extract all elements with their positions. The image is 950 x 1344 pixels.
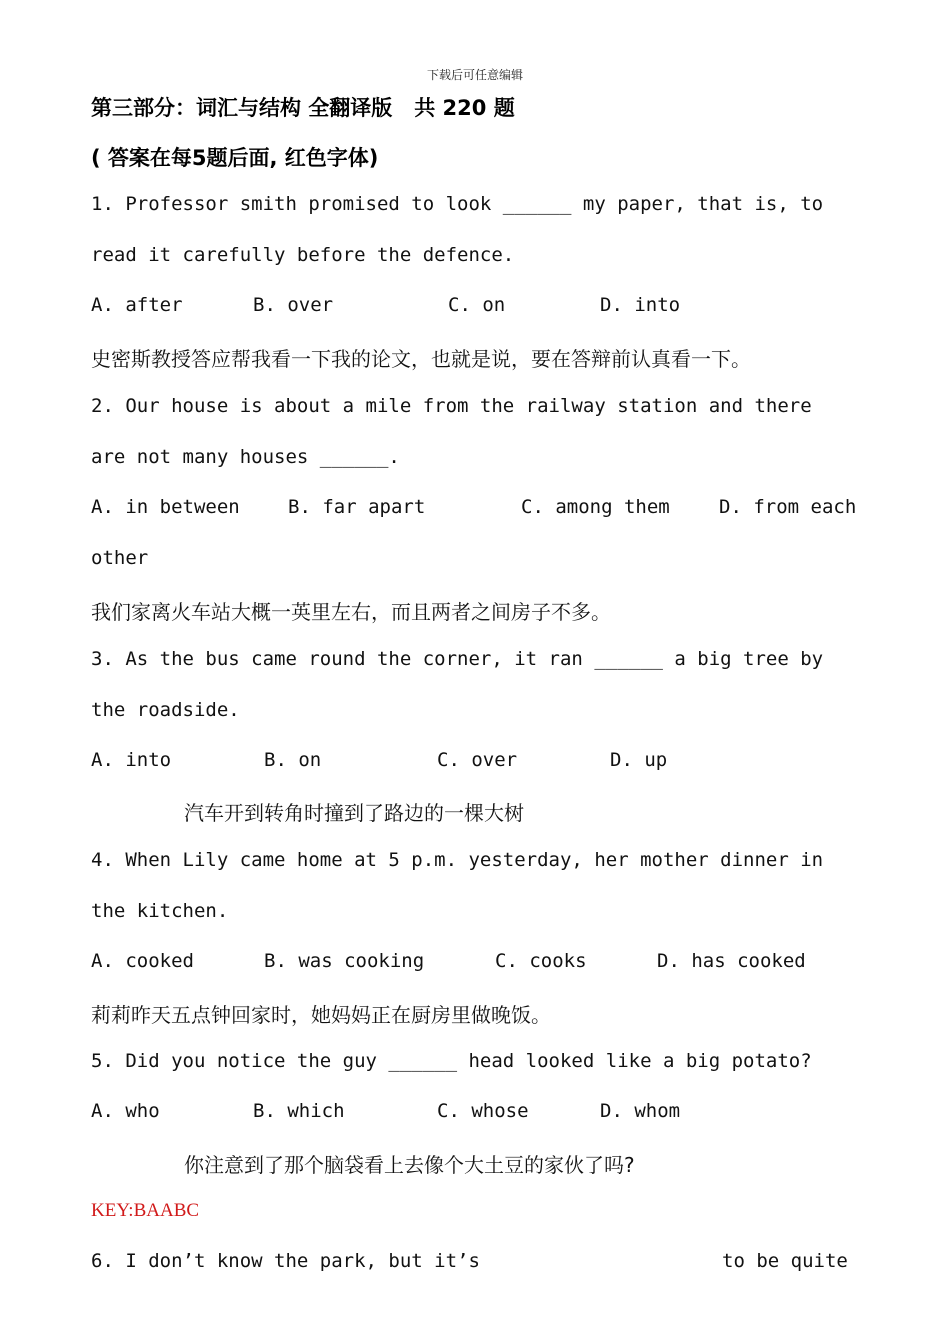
question-1-line-2: read it carefully before the defence.	[91, 244, 515, 266]
question-5-option-d: D. whom	[600, 1100, 681, 1122]
question-5-option-a: A. who	[91, 1100, 160, 1122]
question-2-option-d: D. from each	[719, 496, 857, 518]
question-4-line-1: 4. When Lily came home at 5 p.m. yesterday, her mother dinner in	[91, 849, 824, 871]
question-3-translation: 汽车开到转角时撞到了路边的一棵大树	[184, 801, 524, 825]
section-title: 第三部分：词汇与结构 全翻译版 共 220 题	[91, 96, 515, 120]
question-4-option-c: C. cooks	[495, 950, 587, 972]
question-3-option-c: C. over	[437, 749, 518, 771]
question-2-option-b: B. far apart	[288, 496, 426, 518]
question-6-line-1-start: 6. I don’t know the park, but it’s	[91, 1250, 480, 1272]
question-4-option-d: D. has cooked	[657, 950, 806, 972]
question-2-line-1: 2. Our house is about a mile from the railway station and there	[91, 395, 812, 417]
question-3-line-1: 3. As the bus came round the corner, it ran ______ a big tree by	[91, 648, 824, 670]
question-4-line-2: the kitchen.	[91, 900, 229, 922]
question-2-option-a: A. in between	[91, 496, 240, 518]
question-1-translation: 史密斯教授答应帮我看一下我的论文，也就是说，要在答辩前认真看一下。	[91, 347, 751, 371]
question-4-option-b: B. was cooking	[264, 950, 425, 972]
question-3-option-d: D. up	[610, 749, 668, 771]
question-3-option-a: A. into	[91, 749, 172, 771]
question-1-option-a: A. after	[91, 294, 183, 316]
answer-key: KEY:BAABC	[91, 1200, 200, 1221]
question-4-translation: 莉莉昨天五点钟回家时，她妈妈正在厨房里做晚饭。	[91, 1003, 551, 1027]
question-5-option-c: C. whose	[437, 1100, 529, 1122]
question-3-option-b: B. on	[264, 749, 322, 771]
section-subtitle: ( 答案在每5题后面, 红色字体)	[91, 146, 379, 170]
question-2-translation: 我们家离火车站大概一英里左右，而且两者之间房子不多。	[91, 600, 611, 624]
question-5-option-b: B. which	[253, 1100, 345, 1122]
question-2-option-d-continued: other	[91, 547, 149, 569]
question-4-option-a: A. cooked	[91, 950, 194, 972]
page-header: 下载后可任意编辑	[426, 68, 523, 82]
question-5-line-1: 5. Did you notice the guy ______ head looked like a big potato?	[91, 1050, 812, 1072]
question-2-line-2: are not many houses ______.	[91, 446, 400, 468]
question-1-option-b: B. over	[253, 294, 334, 316]
question-1-option-d: D. into	[600, 294, 681, 316]
question-3-line-2: the roadside.	[91, 699, 240, 721]
question-6-line-1-end: to be quite	[722, 1250, 848, 1272]
question-1-option-c: C. on	[448, 294, 506, 316]
question-5-translation: 你注意到了那个脑袋看上去像个大土豆的家伙了吗?	[184, 1153, 635, 1177]
question-1-line-1: 1. Professor smith promised to look ______ my paper, that is, to	[91, 193, 824, 215]
question-2-option-c: C. among them	[521, 496, 670, 518]
